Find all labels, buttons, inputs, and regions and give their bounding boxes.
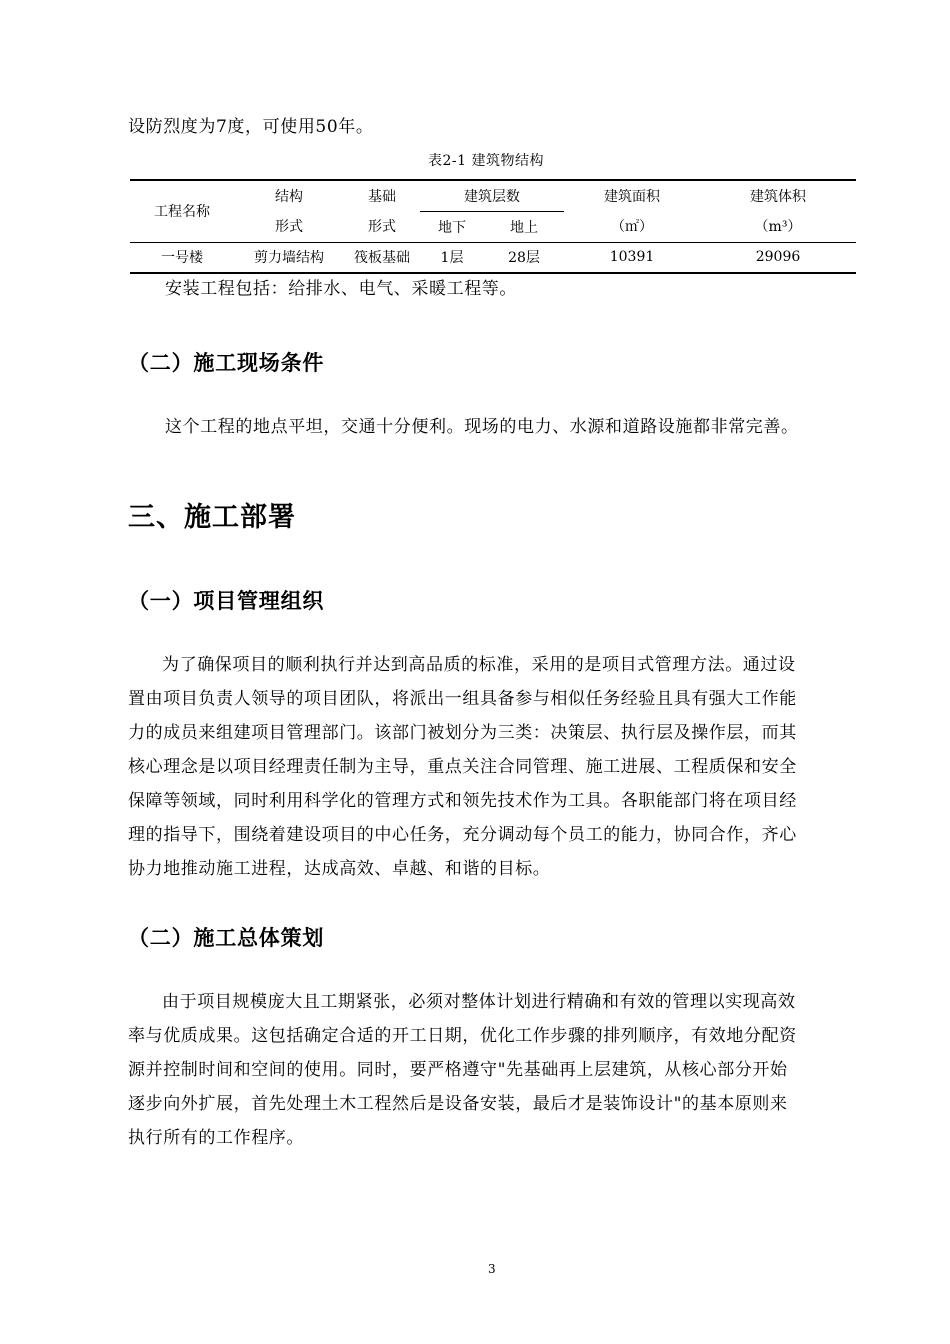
project-organization-paragraph [128,648,797,886]
paragraph-line: 逐步向外扩展，首先处理土木工程然后是设备安装，最后才是装饰设计"的基本原则来 [128,1094,788,1114]
intro-line: 设防烈度为7度，可使用50年。 [128,117,374,137]
header-floors: 建筑层数 [420,180,564,211]
overall-planning-paragraph [128,985,797,1155]
header-volume: 建筑体积 [700,180,856,211]
paragraph-line: 执行所有的工作程序。 [128,1128,304,1148]
cell-above: 28层 [484,242,564,273]
paragraph-line: 协力地推动施工进程，达成高效、卓越、和谐的目标。 [128,859,551,879]
paragraph-line: 保障等领域，同时利用科学化的管理方式和领先技术作为工具。各职能部门将在项目经 [128,791,797,811]
header-volume-unit: （m³） [700,211,856,242]
header-area-unit: （㎡） [564,211,700,242]
chapter-heading: 三、施工部署 [128,502,296,533]
page-number: 3 [488,1262,496,1276]
heading-overall-planning: （二）施工总体策划 [128,926,325,950]
table-row [130,242,856,273]
header-above-ground: 地上 [484,211,564,242]
header-project-name: 工程名称 [130,180,234,242]
cell-area: 10391 [564,242,700,273]
cell-volume: 29096 [700,242,856,273]
paragraph-line: 率与优质成果。这包括确定合适的开工日期，优化工作步骤的排列顺序，有效地分配资 [128,1026,797,1046]
header-foundation-top: 基础 [344,180,420,211]
paragraph-line: 由于项目规模庞大且工期紧张，必须对整体计划进行精确和有效的管理以实现高效 [162,992,796,1012]
paragraph-line: 为了确保项目的顺利执行并达到高品质的标准，采用的是项目式管理方法。通过设 [162,655,796,675]
building-structure-table [130,179,856,274]
cell-name: 一号楼 [130,242,234,273]
cell-below: 1层 [420,242,484,273]
header-below-ground: 地下 [420,211,484,242]
header-structure-top: 结构 [234,180,344,211]
paragraph-line: 核心理念是以项目经理责任制为主导，重点关注合同管理、施工进展、工程质保和安全 [128,757,797,777]
header-area: 建筑面积 [564,180,700,211]
cell-foundation: 筏板基础 [344,242,420,273]
cell-structure: 剪力墙结构 [234,242,344,273]
table-caption: 表2-1 建筑物结构 [428,153,544,169]
heading-project-organization: （一）项目管理组织 [128,589,325,613]
heading-site-conditions: （二）施工现场条件 [128,351,325,375]
paragraph-line: 力的成员来组建项目管理部门。该部门被划分为三类：决策层、执行层及操作层，而其 [128,723,797,743]
paragraph-line: 源并控制时间和空间的使用。同时，要严格遵守"先基础再上层建筑，从核心部分开始 [128,1060,788,1080]
header-foundation-bottom: 形式 [344,211,420,242]
install-line: 安装工程包括：给排水、电气、采暖工程等。 [165,279,517,299]
site-conditions-text: 这个工程的地点平坦，交通十分便利。现场的电力、水源和道路设施都非常完善。 [165,417,799,437]
header-structure-bottom: 形式 [234,211,344,242]
paragraph-line: 置由项目负责人领导的项目团队，将派出一组具备参与相似任务经验且具有强大工作能 [128,689,797,709]
paragraph-line: 理的指导下，围绕着建设项目的中心任务，充分调动每个员工的能力，协同合作，齐心 [128,825,797,845]
